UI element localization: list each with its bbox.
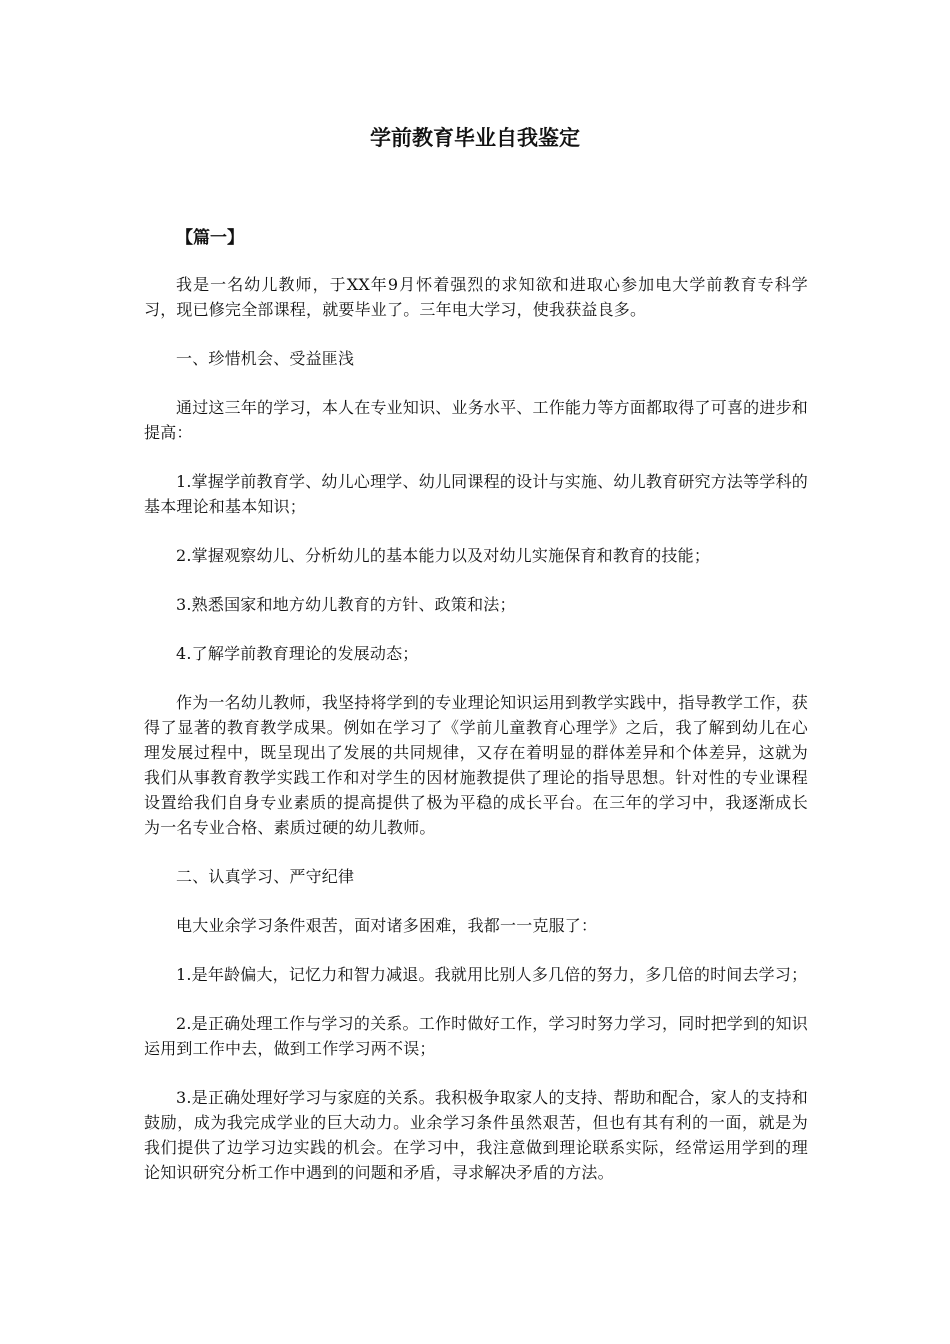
- paragraph-intro: 我是一名幼儿教师，于XX年9月怀着强烈的求知欲和进取心参加电大学前教育专科学习，现已修完全部课程，就要毕业了。三年电大学习，使我获益良多。: [144, 275, 808, 319]
- paragraph-difficulties: 电大业余学习条件艰苦，面对诸多困难，我都一一克服了：: [176, 916, 598, 935]
- list-item-2: 2.掌握观察幼儿、分析幼儿的基本能力以及对幼儿实施保育和教育的技能；: [176, 546, 711, 565]
- document-body: [144, 272, 808, 1209]
- difficulty-item-1: 1.是年龄偏大，记忆力和智力减退。我就用比别人多几倍的努力，多几倍的时间去学习；: [176, 965, 808, 984]
- difficulty-item-2: 2.是正确处理工作与学习的关系。工作时做好工作，学习时努力学习，同时把学到的知识运用到工作中去，做到工作学习两不误；: [144, 1014, 808, 1058]
- heading-study-discipline: 二、认真学习、严守纪律: [176, 867, 355, 886]
- list-item-3: 3.熟悉国家和地方幼儿教育的方针、政策和法；: [176, 595, 516, 614]
- heading-cherish-opportunity: 一、珍惜机会、受益匪浅: [176, 349, 355, 368]
- paragraph-practice: 作为一名幼儿教师，我坚持将学到的专业理论知识运用到教学实践中，指导教学工作，获得了显著的教育教学成果。例如在学习了《学前儿童教育心理学》之后，我了解到幼儿在心理发展过程中，既呈现出了发展的共同规律，又存在着明显的群体差异和个体差异，这就为我们从事教育教学实践工作和对学生的因材施教提供了理论的指导思想。针对性的专业课程设置给我们自身专业素质的提高提供了极为平稳的成长平台。在三年的学习中，我逐渐成长为一名专业合格、素质过硬的幼儿教师。: [144, 693, 808, 837]
- difficulty-item-3: 3.是正确处理好学习与家庭的关系。我积极争取家人的支持、帮助和配合，家人的支持和鼓励，成为我完成学业的巨大动力。业余学习条件虽然艰苦，但也有其有利的一面，就是为我们提供了边学习边实践的机会。在学习中，我注意做到理论联系实际，经常运用学到的理论知识研究分析工作中遇到的问题和矛盾，寻求解决矛盾的方法。: [144, 1088, 808, 1182]
- section-label: 【篇一】: [176, 228, 244, 248]
- document-title: 学前教育毕业自我鉴定: [370, 125, 580, 150]
- paragraph-progress: 通过这三年的学习，本人在专业知识、业务水平、工作能力等方面都取得了可喜的进步和提高：: [144, 398, 808, 442]
- list-item-1: 1.掌握学前教育学、幼儿心理学、幼儿同课程的设计与实施、幼儿教育研究方法等学科的基本理论和基本知识；: [144, 472, 808, 516]
- list-item-4: 4.了解学前教育理论的发展动态；: [176, 644, 419, 663]
